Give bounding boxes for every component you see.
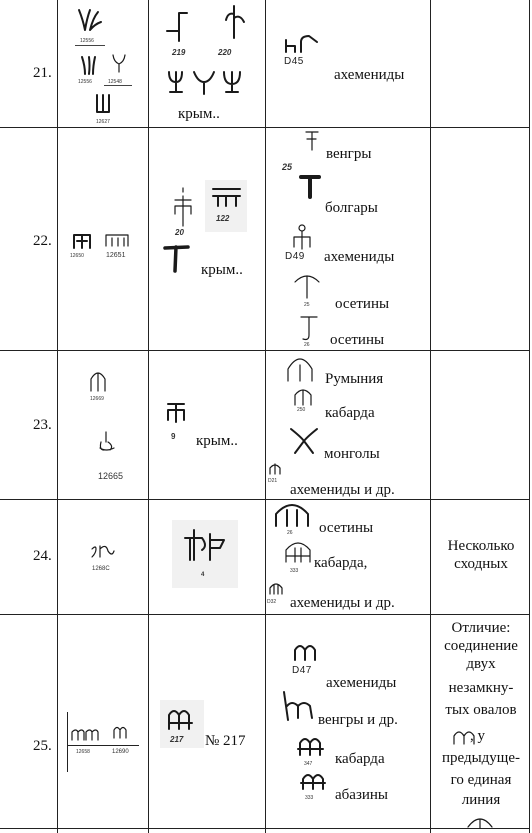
sign-frame bbox=[67, 745, 139, 746]
tamga-sign-12690 bbox=[112, 724, 130, 740]
tamga-sign-ossetians-1 bbox=[292, 270, 322, 300]
tamga-sign-D49 bbox=[290, 223, 314, 251]
sign-code: 12665 bbox=[98, 471, 124, 481]
sign-code: 12658 bbox=[76, 749, 90, 755]
people-label: венгры и др. bbox=[318, 712, 398, 728]
sign-label: 26 bbox=[287, 530, 293, 536]
people-label: кабарда, bbox=[314, 555, 368, 571]
tamga-sign-hungarians bbox=[302, 128, 322, 152]
people-label: монголы bbox=[324, 446, 380, 462]
sign-code: 1268C bbox=[92, 566, 110, 572]
people-label: кабарда bbox=[335, 751, 385, 767]
sign-label: 217 bbox=[170, 735, 184, 744]
tamga-sign-219 bbox=[163, 7, 193, 43]
origin-label: крым.. bbox=[201, 262, 243, 278]
remark-line: соединение bbox=[444, 638, 518, 654]
tamga-sign-kabarda bbox=[283, 538, 313, 566]
sign-label: 219 bbox=[172, 48, 186, 57]
tamga-sign-12669 bbox=[88, 369, 108, 393]
tamga-sign-12651 bbox=[103, 232, 131, 250]
sign-label: 9 bbox=[171, 432, 176, 441]
sign-label: 347 bbox=[304, 761, 313, 767]
remark-line: , у bbox=[470, 728, 485, 744]
people-label: венгры bbox=[326, 146, 372, 162]
tamga-sign-4 bbox=[182, 530, 228, 568]
people-label: осетины bbox=[330, 332, 385, 348]
sign-code: 12650 bbox=[70, 253, 84, 259]
tamga-sign-single-line bbox=[465, 815, 495, 829]
row-number: 22. bbox=[33, 233, 52, 249]
tamga-sign-crimea bbox=[162, 243, 194, 275]
people-label: кабарда bbox=[325, 405, 375, 421]
sign-label: 20 bbox=[175, 228, 184, 237]
tamga-sign-12650 bbox=[71, 232, 93, 252]
sign-code: 12651 bbox=[106, 252, 126, 259]
tamga-sign-220 bbox=[220, 6, 250, 42]
tamga-sign-bulgarians bbox=[298, 173, 322, 199]
tamga-sign-20 bbox=[171, 186, 195, 228]
grid-line bbox=[430, 0, 431, 833]
row-number: 25. bbox=[33, 738, 52, 754]
sign-code: 12669 bbox=[90, 396, 104, 402]
tamga-sign-D47 bbox=[292, 640, 320, 664]
tamga-sign-12665 bbox=[96, 428, 118, 452]
origin-label: крым.. bbox=[196, 433, 238, 449]
tamga-sign-D21 bbox=[268, 462, 282, 476]
tamga-signs-trident-row bbox=[166, 68, 250, 98]
tamga-sign-kabarda bbox=[297, 733, 325, 759]
sign-code: 12548 bbox=[108, 79, 122, 85]
sign-label: 25 bbox=[304, 302, 310, 308]
sign-frame bbox=[67, 712, 68, 772]
people-label: осетины bbox=[335, 296, 390, 312]
underline bbox=[104, 85, 132, 86]
tamga-sign-122 bbox=[210, 186, 244, 208]
sign-code: D45 bbox=[284, 56, 304, 67]
tamga-sign-217 bbox=[166, 705, 194, 733]
tamga-sign-kabarda bbox=[292, 385, 314, 407]
tamga-sign-D32 bbox=[268, 580, 284, 596]
tamga-sign-12627 bbox=[94, 92, 112, 116]
people-label: ахемениды bbox=[326, 675, 397, 691]
remark-line: предыдуще- bbox=[441, 750, 521, 766]
sign-code: D49 bbox=[285, 251, 305, 262]
people-label: болгары bbox=[325, 200, 378, 216]
tamga-sign-hungarians bbox=[280, 690, 316, 724]
sign-code: D32 bbox=[267, 599, 277, 605]
sign-code: D47 bbox=[292, 665, 312, 676]
grid-line bbox=[0, 499, 530, 500]
grid-line bbox=[57, 0, 58, 833]
sign-label: 333 bbox=[290, 568, 299, 574]
remark-text: Несколько сходных bbox=[447, 538, 515, 572]
sign-code: 12690 bbox=[112, 749, 129, 755]
sign-label: 25 bbox=[282, 162, 293, 172]
sign-label: 220 bbox=[218, 48, 232, 57]
sign-label: 122 bbox=[216, 214, 230, 223]
underline bbox=[75, 45, 105, 46]
sign-label: 4 bbox=[201, 572, 205, 578]
tamga-sign-9 bbox=[164, 400, 188, 424]
tamga-sign-ossetians-2 bbox=[297, 313, 321, 343]
sign-label: 250 bbox=[297, 407, 306, 413]
sign-code: 12556 bbox=[80, 38, 94, 44]
tamga-sign-D45 bbox=[283, 34, 319, 56]
sign-code: D21 bbox=[268, 478, 278, 484]
people-label: Румыния bbox=[325, 371, 384, 387]
remark-line: незамкну- bbox=[448, 680, 514, 696]
sign-code: 12627 bbox=[96, 119, 110, 125]
remark-line: линия bbox=[461, 792, 501, 808]
tamga-sign-romania bbox=[285, 355, 315, 385]
tamga-sign-12556 bbox=[75, 6, 105, 36]
remark-line: тых овалов bbox=[445, 702, 517, 718]
people-label: ахемениды bbox=[324, 249, 395, 265]
sign-label: 333 bbox=[305, 795, 314, 801]
remark-line: двух bbox=[466, 656, 496, 672]
people-label: осетины bbox=[319, 520, 374, 536]
people-label: ахемениды bbox=[334, 67, 405, 83]
tamga-sign-mongols bbox=[287, 425, 321, 455]
grid-line bbox=[265, 0, 266, 833]
sign-code: 12556 bbox=[78, 79, 92, 85]
tamga-sign-abazins bbox=[300, 769, 326, 793]
row-number: 24. bbox=[33, 548, 52, 564]
tamga-sign-1268C bbox=[90, 543, 116, 559]
origin-label: крым.. bbox=[178, 106, 220, 122]
tamga-sign-12658 bbox=[70, 728, 100, 744]
remark-line: го единая bbox=[450, 772, 512, 788]
people-label: ахемениды и др. bbox=[290, 482, 395, 498]
sign-label: 26 bbox=[304, 342, 310, 348]
grid-line bbox=[529, 0, 530, 833]
row-number: 21. bbox=[33, 65, 52, 81]
tamga-sign-ossetians bbox=[273, 500, 311, 530]
people-label: ахемениды и др. bbox=[290, 595, 395, 611]
grid-line bbox=[0, 828, 530, 829]
origin-label: № 217 bbox=[205, 733, 246, 749]
tamga-sign-12548 bbox=[110, 52, 128, 74]
grid-line bbox=[0, 614, 530, 615]
grid-line bbox=[148, 0, 149, 833]
grid-line bbox=[0, 127, 530, 128]
tamga-sign-12556 bbox=[79, 54, 99, 76]
people-label: абазины bbox=[335, 787, 389, 803]
grid-line bbox=[0, 350, 530, 351]
remark-line: Отличие: bbox=[451, 620, 511, 636]
row-number: 23. bbox=[33, 417, 52, 433]
